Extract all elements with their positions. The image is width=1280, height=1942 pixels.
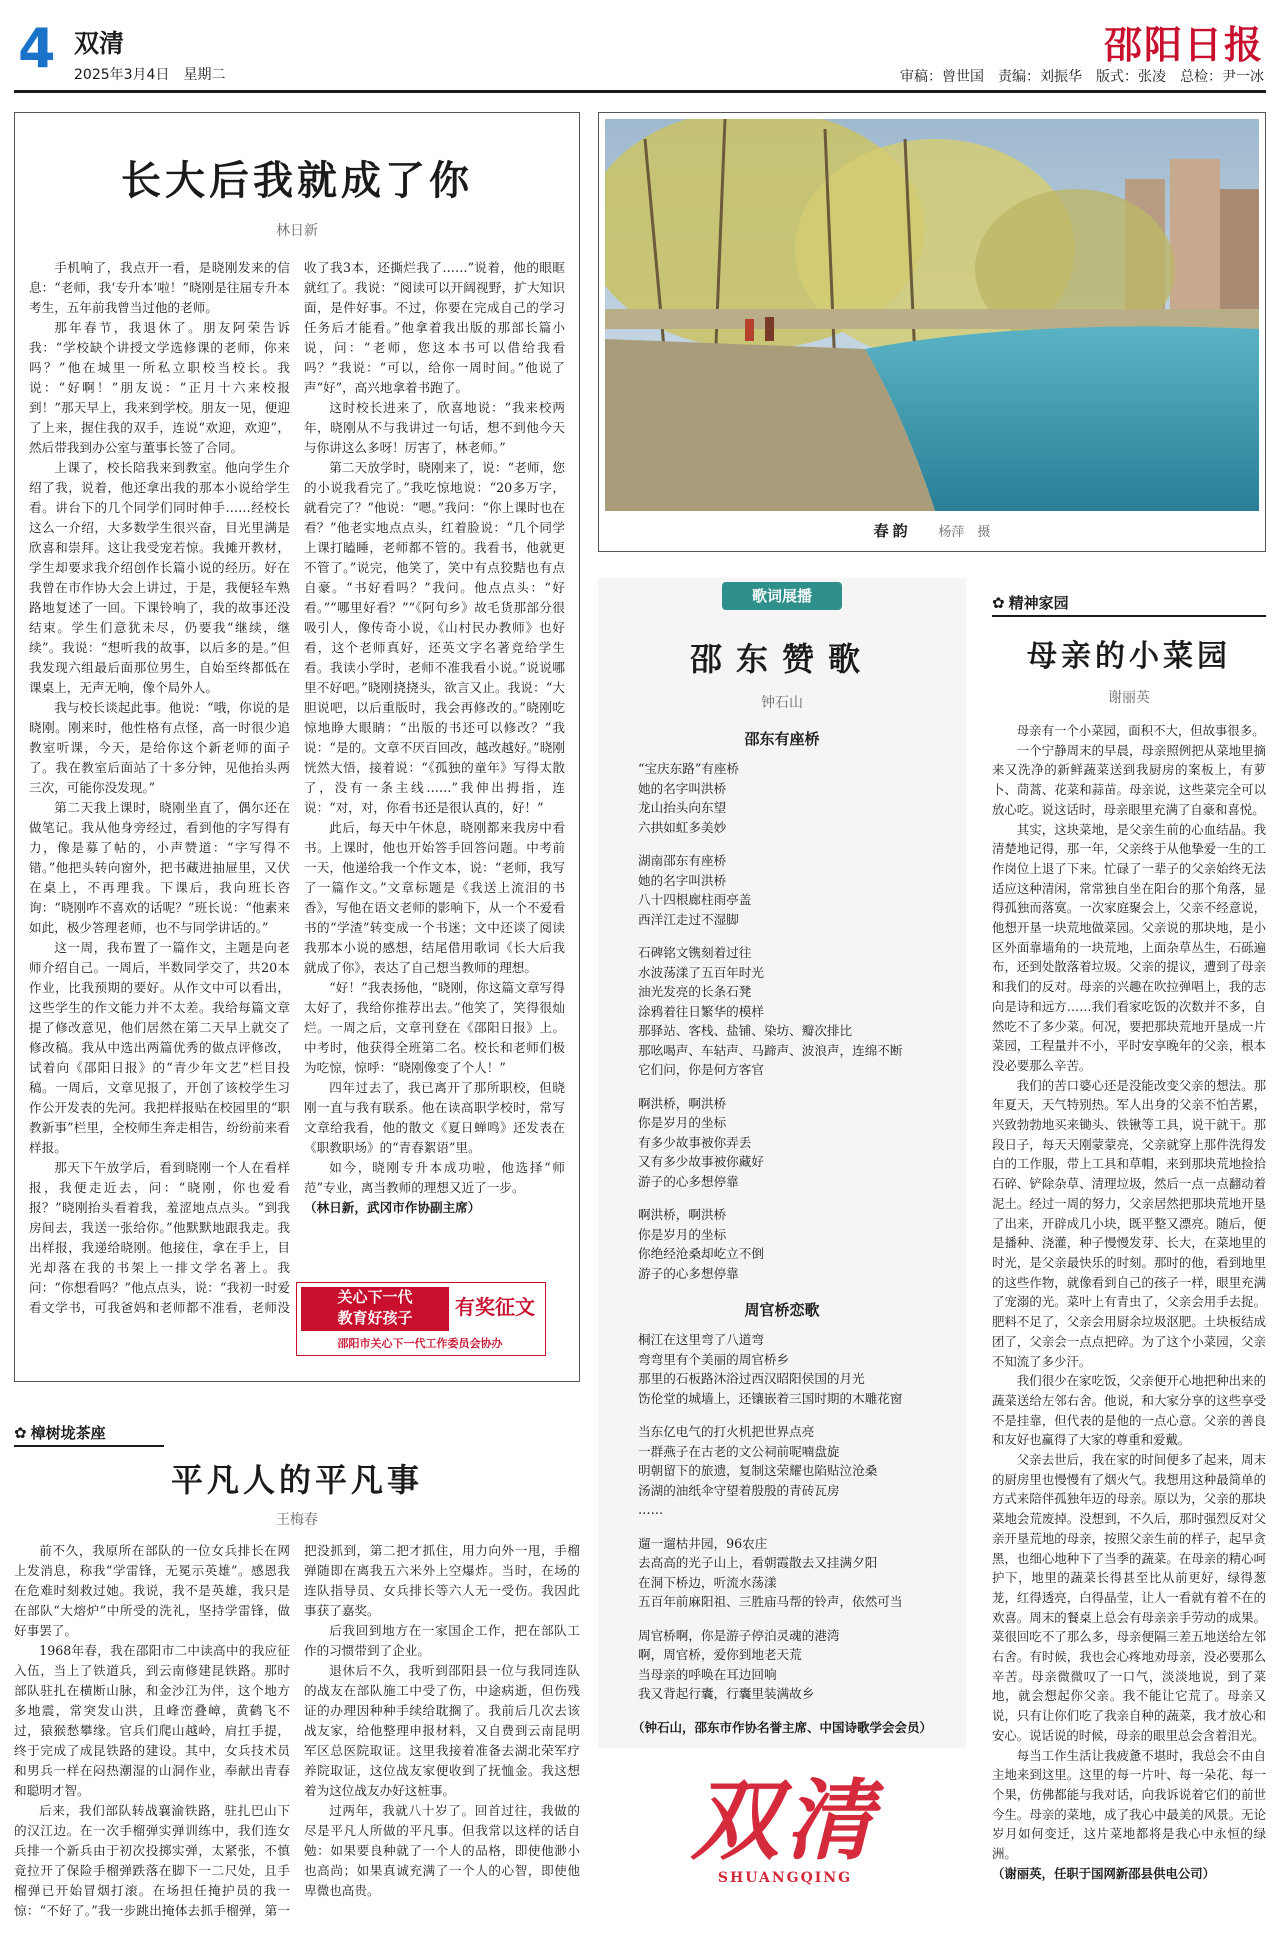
- article-author: 林日新: [276, 223, 318, 239]
- paragraph: 我们的苦口婆心还是没能改变父亲的想法。那年夏天，天气特别热。军人出身的父亲不怕苦累，兴致勃勃地买来锄头、铁锹等工具，说干就干。那段日子，每天天刚蒙蒙亮，父亲就穿上那件洗得发白的工作服，带上工具和草帽，来到那块荒地捡拾石碎、铲除杂草、清理垃圾，然后一点一点翻动着泥土。经过一周的努力，父亲居然把那块荒地开垦了出来，开辟成几小块，既平整又漂亮。随后，便是播种、浇灌，种子慢慢发芽、长大，在菜地里的时光，是父亲最快乐的时刻。那时的他，看到地里的这些作物，就像看到自己的孩子一样，眼里充满了宠溺的光。菜叶上有青虫了，父亲会用手去捉。肥料不足了，父亲会用厨余垃圾沤肥。土块板结成团了，父亲会一点点把碎。为了这个小菜园，父亲不知流了多少汗。: [992, 1077, 1266, 1369]
- poem-line: 她的名字叫洪桥: [638, 780, 727, 796]
- poem-panel: [598, 578, 966, 1748]
- paragraph: 前不久，我原所在部队的一位女兵排长在网上发消息，称我“学雷锋，无冕示英雄”。感恩我在危难时刻救过她。我说，我不是英雄，我只是在部队“大熔炉”中所受的洗礼，坚持学雷锋，做好事罢了。: [14, 1543, 290, 1638]
- header-rule: [14, 90, 1266, 93]
- paragraph: 四年过去了，我已离开了那所职校，但晓刚一直与我有联系。他在读高职学校时，常写文章给我看，他的散文《夏日蝉鸣》还发表在《职教职场》的“青春絮语”里。: [304, 1080, 565, 1155]
- poem-line: 六拱如虹多美妙: [638, 819, 727, 835]
- poem-line: 又有多少故事被你藏好: [638, 1154, 764, 1169]
- poem-line: 明朝留下的旅遗，复制这荣耀也陷贴泣沧桑: [638, 1463, 878, 1478]
- poem-line: 去高高的光子山上，看朝霞散去又挂满夕阳: [638, 1555, 878, 1570]
- poem-line: 游子的心多想停靠: [638, 1173, 739, 1189]
- paragraph: “好！”我表扬他，“晓刚，你这篇文章写得太好了，我给你推荐出去。”他笑了，笑得很灿烂。一周之后，文章刊登在《邵阳日报》上。中考时，他获得全班第二名。校长和老师们极为吃惊，惊呼：“晓刚像变了个人！”: [304, 980, 565, 1075]
- poem-line: 五百年前麻阳祖、三胜庙马帮的铃声，依然可当: [638, 1594, 903, 1609]
- poem-stanza: [638, 1534, 966, 1612]
- paragraph: 如今，晓刚专升本成功啦，他选择“师范”专业，离当教师的理想又近了一步。: [304, 1160, 565, 1195]
- poem-stanza: [638, 759, 966, 837]
- poem-line: 在洞下桥边，听流水荡漾: [638, 1574, 777, 1590]
- ordinary-column-label: [14, 1422, 580, 1443]
- flower-icon: ✿: [14, 1423, 27, 1442]
- article-main: [14, 112, 580, 1382]
- poem-line: 她的名字叫洪桥: [638, 872, 727, 888]
- poem-line: 你是岁月的坐标: [638, 1226, 727, 1242]
- poem-line: 那里的石板路沐浴过西汉昭阳侯国的月光: [638, 1371, 865, 1386]
- paragraph: 这时校长进来了，欣喜地说：“我来校两年，晓刚从不与我讲过一句话，想不到他今天与你讲这么多呀！厉害了，林老师。”: [304, 400, 565, 455]
- poem-line: 那吆喝声、车轱声、马蹄声、波浪声，连绵不断: [638, 1042, 903, 1058]
- article-ordinary: [14, 1422, 580, 1932]
- poem-line: 石碑铭文镌刻着过往: [638, 945, 752, 960]
- willow-lake-illustration: [605, 119, 1259, 511]
- ad-organizer: 邵阳市关心下一代工作委员会协办: [337, 1337, 503, 1350]
- paragraph: 我们很少在家吃饭，父亲便开心地把种出来的蔬菜送给左邻右舍。他说，和大家分享的这些享受不是挂靠，但代表的是他的一点心意。父亲的善良和友好也赢得了大家的尊重和爱戴。: [992, 1373, 1266, 1448]
- editor-credits: [900, 66, 1264, 86]
- photo-caption-author: 杨萍 摄: [938, 525, 991, 540]
- poem-line: 一群燕子在古老的文公祠前呢喃盘旋: [638, 1443, 840, 1459]
- ad-badge: 有奖征文: [455, 1295, 535, 1319]
- poem-stanza: [638, 1422, 966, 1520]
- garden-column-name: 精神家园: [1008, 594, 1069, 612]
- poem-section2: [598, 1330, 966, 1704]
- paragraph: 母亲有一个小菜园，面积不大，但故事很多。: [1016, 723, 1265, 738]
- poem-line: 西洋江走过不湿脚: [638, 911, 739, 927]
- essay-contest-ad[interactable]: [296, 1282, 546, 1356]
- poem-line: 你绝经沧桑却屹立不倒: [638, 1246, 764, 1261]
- poem-section1-title: 邵东有座桥: [744, 730, 820, 748]
- paragraph: 第二天放学时，晓刚来了，说：“老师，您的小说我看完了。”我吃惊地说：“20多万字，就看完了？”他说：“嗯。”我问：“你上课时也在看？”他老实地点点头，红着脸说：“几个同学上课打瞌睡，老师都不管的。我看书，他就更不管了。”说完，他笑了，笑中有点狡黠也有点自豪。“书好看吗？”我问。他点点头：“好看。”“哪里好看？”“《阿句乡》故毛货那部分很吸引人，像传奇小说，《山村民办教师》也好看，这个老师真好，还英文字名著竞给学生看。我读小学时，老师不准我看小说。”说说哪里不好吧。”晓刚挠挠头，欲言又止。我说：“大胆说吧，以后重版时，我会再修改的。”晓刚吃惊地睁大眼睛：“出版的书还可以修改？”我说：“是的。文章不厌百回改，越改越好。”晓刚恍然大悟，接着说：“《孤独的童年》写得太散了，没有一条主线……”我伸出拇指，连说：“对，对，你看书还是很认真的，好！”: [304, 460, 565, 815]
- paragraph: 其实，这块菜地，是父亲生前的心血结晶。我清楚地记得，那一年，父亲终于从他挚爱一生的工作岗位上退了下来。忙碌了一辈子的父亲始终无法适应这种清闲，常常独自坐在阳台的那个角落，显得孤独而落寞。一次家庭聚会上，父亲不经意说，他想开垦一块荒地做菜园。父亲说的那块地，是小区外面靠墙角的一块荒地，上面杂草丛生，石砾遍布，还到处散落着垃圾。父亲的提议，遭到了母亲和我们的反对。母亲的兴趣在吹拉弹唱上，我的志向是诗和远方……我们看家吃饭的次数并不多，自然吃不了多少菜。何况，要把那块荒地开垦成一片菜园，工程量并不小，平时安享晚年的父亲，根本没必要那么辛苦。: [992, 821, 1266, 1073]
- paragraph: 一个宁静周末的早晨，母亲照例把从菜地里摘来又洗净的新鲜蔬菜送到我厨房的案板上，有萝卜、茼蒿、花菜和蒜苗。母亲说，这些菜完全可以放心吃。说这话时，母亲眼里充满了自豪和喜悦。: [992, 742, 1266, 817]
- spring-willow-photo: [605, 119, 1259, 511]
- article-title: 长大后我就成了你: [121, 157, 473, 204]
- paragraph: 后来，我们部队转战襄渝铁路，驻扎巴山下的汉江边。在一次手榴弹实弹训练中，我们连女兵排一个新兵由于初次投掷实弹，太紧张，不慎竟拉开了保险手榴弹跌落在脚下一二尺处，且手榴弹已开始冒烟打滚。在场担任掩护员的我一惊：“不好了。”我一步跳出掩体去抓手榴弹，第一把没抓到，第二把才抓住，用力向外一甩，手榴弹随即在离我五六米外上空爆炸。当时，在场的连队指导员、女兵排长等六人无一受伤。我因此事获了嘉奖。: [14, 1543, 580, 1918]
- credit-review: 审稿：曾世国: [900, 69, 984, 85]
- paragraph: 那天下午放学后，看到晓刚一个人在看样报，我便走近去，问：“晓刚，你也爱看报？”晓刚抬头看着我，羞涩地点点头。“到我房间去，我送一张给你。”他默默地跟我走。我出样报，我递给晓刚。他接住，拿在手上，目光却落在我的书架上一排文学名著上。我问：“你想看吗？”他点点头，说：“我初一时爱看文学书，可我爸妈和老师都不准看，老师没收了我3本，还撕烂我了……”说着，他的眼眶就红了。我说：“阅读可以开阔视野，扩大知识面，是件好事。不过，你要在完成自己的学习任务后才能看。”他拿着我出版的那部长篇小说，问：“老师，您这本书可以借给我看吗？”我说：“可以，给你一周时间。”他说了声“好”，高兴地拿着书跑了。: [29, 260, 565, 1315]
- paragraph: 1968年春，我在邵阳市二中读高中的我应征入伍，当上了铁道兵，到云南修建昆铁路。那时部队驻扎在横断山脉，和金沙江为伴，这个地方多地震，常突发山洪，且峰峦叠嶂，黄鹤飞不过，猿猴愁攀缘。官兵们爬山越岭，肩扛手提，终于完成了成昆铁路的建设。其中，女兵技术员和男兵一样在闷热潮湿的山洞作业，奉献出青春和聪明才智。: [14, 1643, 290, 1798]
- poem-line: “宝庆东路”有座桥: [638, 761, 740, 776]
- poem-line: 汤湖的油纸伞守望着殷殷的青砖瓦房: [638, 1482, 840, 1498]
- poem-line: 水波荡漾了五百年时光: [638, 964, 764, 980]
- poem-line: 啊，周官桥，爱你到地老天荒: [638, 1647, 802, 1662]
- poem-line: 啊洪桥，啊洪桥: [638, 1095, 727, 1111]
- poem-line: 遛一遛枯井园，96农庄: [638, 1535, 768, 1551]
- stamp-pinyin: SHUANGQING: [717, 1870, 853, 1886]
- poem-signature: （钟石山，邵东市作协名誉主席、中国诗歌学会会员）: [631, 1719, 932, 1735]
- poem-stanza: [638, 1626, 966, 1704]
- poem-stanza: [638, 1330, 966, 1408]
- paragraph: 此后，每天中午休息，晓刚都来我房中看书。上课时，他也开始答手回答问题。中考前一天，他递给我一个作文本，说：“老师，我写了一篇作文。”文章标题是《我送上流泪的书香》，写他在语文老师的影响下，从一个不爱看书的“学渣”转变成一个书迷；文中还谈了阅读我那本小说的感想，结尾借用歌词《长大后我就成了你》，表达了自己想当教师的理想。: [304, 820, 565, 975]
- credit-layout: 版式：张凌: [1096, 69, 1166, 85]
- poem-line: 它们问，你是何方客官: [638, 1062, 764, 1077]
- poem-line: ……: [638, 1502, 664, 1517]
- author-signature: （谢丽英，任职于国网新邵县供电公司）: [992, 1865, 1216, 1881]
- section-title: 双清: [74, 29, 125, 58]
- ordinary-title: 平凡人的平凡事: [170, 1461, 423, 1499]
- photo-caption-title: 春韵: [873, 522, 912, 540]
- poem-line: 有多少故事被你弄丢: [638, 1134, 752, 1150]
- poem-line: 那驿站、客栈、盐铺、染坊、瓣次排比: [638, 1023, 853, 1038]
- paragraph: 每当工作生活让我疲惫不堪时，我总会不由自主地来到这里。这里的每一片叶、每一朵花、每一个果，仿佛都能与我对话，向我诉说着它们的前世今生。母亲的菜地，成了我心中最美的风景。无论岁月如何变迁，这片菜地都将是我心中永恒的绿洲。: [992, 1747, 1266, 1862]
- paragraph: 第二天我上课时，晓刚坐直了，偶尔还在做笔记。我从他身旁经过，看到他的字写得有力，像是募了帖的，小声赞道：“字写得不错。”他把头转向窗外，把书藏进抽屉里，又伏在桌上，不再理我。下课后，我向班长咨询：“晓刚咋不喜欢的话呢？”班长说：“他素来如此，极少答理老师，也不与同学讲话的。”: [29, 800, 290, 935]
- ordinary-column-name: 樟树垅茶座: [30, 1424, 106, 1442]
- poem-stanza: [638, 1094, 966, 1192]
- poem-line: 当东亿电气的打火机把世界点亮: [638, 1424, 815, 1439]
- photo-caption: [599, 520, 1265, 541]
- paragraph: 上课了，校长陪我来到教室。他向学生介绍了我，说着，他还拿出我的那本小说给学生看。讲台下的几个同学们同时伸手……经校长这么一介绍，大多数学生很兴奋，目光里满是欣喜和崇拜。这让我受宠若惊。我摊开教材，学生却要求我介绍创作长篇小说的经历。好在我曾在市作协大会上讲过，于是，我便轻车熟路地复述了一回。下课铃响了，我的故事还没结束。学生们意犹未尽，仍要我“继续，继续”。我说：“想听我的故事，以后多的是。”但我发现六组最后面那位男生，自始至终都低在课桌上，无声无响，像个局外人。: [29, 460, 290, 695]
- poem-stanza: [638, 943, 966, 1080]
- garden-body: [992, 721, 1266, 1883]
- ad-line1: 关心下一代: [337, 1288, 413, 1306]
- paragraph: 这一周，我布置了一篇作文，主题是向老师介绍自己。一周后，半数同学交了，共20本作业，比我预期的要好。从作文中可以看出，这些学生的作文能力并不太差。我给每篇文章提了修改意见，他们居然在第二天早上就交了修改稿。我从中选出两篇优秀的做点评修改，试着向《邵阳日报》的“青少年文艺”栏目投稿。一周后，文章见报了，开创了该校学生习作公开发表的先河。我把样报贴在校园里的“职教新事”栏里，全校师生奔走相告，纷纷前来看样报。: [29, 940, 290, 1155]
- ad-line2: 教育好孩子: [337, 1309, 413, 1327]
- paragraph: 那年春节，我退休了。朋友阿荣告诉我：“学校缺个讲授文学选修课的老师，你来吗？”他在城里一所私立职校当校长。我说：“好啊！”朋友说：“正月十六来校报到！”那天早上，我来到学校。朋友一见，便迎了上来，握住我的双手，连说“欢迎，欢迎”，然后带我到办公室与董事长签了合同。: [29, 320, 290, 455]
- poem-stanza: [638, 851, 966, 929]
- ordinary-column-rule: [14, 1445, 164, 1447]
- article-garden: [992, 592, 1266, 1932]
- garden-column-rule: [992, 615, 1266, 617]
- poem-line: 你是岁月的坐标: [638, 1115, 727, 1130]
- poem-section1: [598, 759, 966, 1283]
- author-signature: （林日新，武冈市作协副主席）: [304, 1200, 481, 1215]
- issue-date: 2025年3月4日 星期二: [74, 67, 226, 83]
- poem-line: 游子的心多想停靠: [638, 1265, 739, 1281]
- poem-line: 桐江在这里弯了八道弯: [638, 1332, 764, 1347]
- poem-author: 钟石山: [761, 695, 803, 711]
- poem-line: 当母亲的呼唤在耳边回响: [638, 1666, 777, 1682]
- credit-editor: 责编：刘振华: [998, 69, 1082, 85]
- stamp-text: 双清: [690, 1768, 879, 1872]
- poem-line: 啊洪桥，啊洪桥: [638, 1207, 727, 1222]
- poem-title: 邵东赞歌: [689, 640, 874, 678]
- section-stamp: [640, 1770, 930, 1890]
- poem-line: 周官桥啊，你是游子停泊灵魂的港湾: [638, 1627, 840, 1643]
- photo-box: [598, 112, 1266, 552]
- flower-icon: ✿: [992, 593, 1005, 612]
- paragraph: 后我回到地方在一家国企工作，把在部队工作的习惯带到了企业。: [304, 1623, 580, 1658]
- credit-check: 总检：尹一冰: [1180, 69, 1264, 85]
- poem-line: 八十四根廊柱雨亭盖: [638, 892, 752, 907]
- poem-line: 湖南邵东有座桥: [638, 853, 727, 868]
- paragraph: 退休后不久，我听到邵阳县一位与我同连队的战友在部队施工中受了伤，中途病逝，但伤残证的办理因种种手续给耽搁了。我前后几次去该战友家，给他整理申报材料，又自费到云南昆明军区总医院取证。这里我接着准备去湖北荣军疗养院取证，这位战友家便收到了抚恤金。我这想着为这位战友办好这桩事。: [304, 1663, 580, 1798]
- poem-line: 涂鸦着往日繁华的模样: [638, 1003, 764, 1019]
- poem-line: 油光发亮的长条石凳: [638, 984, 752, 999]
- ordinary-body: [14, 1541, 580, 1931]
- paragraph: 我与校长谈起此事。他说：“哦，你说的是晓刚。刚来时，他性格有点怪，高一时很少追教室听课，今天，是给你这个新老师的面子了。我在教室后面站了十多分钟，见他抬头两三次，可能你没发现。”: [29, 700, 290, 795]
- poem-line: 我又背起行囊，行囊里装满故乡: [638, 1686, 815, 1701]
- poem-stanza: [638, 1205, 966, 1283]
- garden-author: 谢丽英: [1108, 690, 1150, 706]
- poem-line: 饬伦堂的城墙上，还镶嵌着三国时期的木雕花窗: [638, 1390, 903, 1406]
- garden-column-label: [992, 592, 1266, 613]
- paragraph: 手机响了，我点开一看，是晓刚发来的信息：“老师，我‘专升本’啦！”晓刚是往届专升本考生，五年前我曾当过他的老师。: [29, 260, 290, 315]
- article-body: [29, 258, 565, 1318]
- ordinary-author: 王梅春: [276, 1512, 318, 1528]
- paragraph: 过两年，我就八十岁了。回首过往，我做的尽是平凡人所做的平凡事。但我常以这样的话自勉：如果要良种就了一个人的品格，即使他渺小也高尚；如果真诚充满了一个人的心智，即使他卑微也高贵。: [304, 1803, 580, 1898]
- page-number: 4: [18, 17, 56, 80]
- poem-line: 龙山抬头向东望: [638, 800, 727, 815]
- garden-title: 母亲的小菜园: [1027, 639, 1231, 674]
- newspaper-logo: 邵阳日报: [1103, 22, 1264, 67]
- poem-column-tag: 歌词展播: [722, 582, 842, 610]
- poem-line: 弯弯里有个美丽的周官桥乡: [638, 1351, 790, 1367]
- poem-section2-title: 周官桥恋歌: [744, 1301, 820, 1319]
- paragraph: 父亲去世后，我在家的时间便多了起来，周末的厨房里也慢慢有了烟火气。我想用这种最简单的方式来陪伴孤独年迈的母亲。原以为，父亲的那块菜地会荒废掉。没想到，不久后，那时强烈反对父亲开垦荒地的母亲，按照父亲生前的样子，起早贪黑，也细心地种下了当季的蔬菜。在母亲的精心呵护下，地里的蔬菜长得甚至比从前更好，绿得葱茏，红得透亮，白得晶莹，让人一看就有着不在的欢喜。周末的餐桌上总会有母亲亲手劳动的成果。菜很回吃不了那么多，母亲便隔三差五地送给左邻右舍。有时候，我也会心疼地劝母亲，没必要那么辛苦。母亲微微叹了一口气，淡淡地说，到了菜地，就会想起你父亲。我不能让它荒了。母亲又说，只有让你们吃了我亲自种的蔬菜，我才放心和安心。说话说的时候，母亲的眼里总会含着泪光。: [992, 1452, 1266, 1743]
